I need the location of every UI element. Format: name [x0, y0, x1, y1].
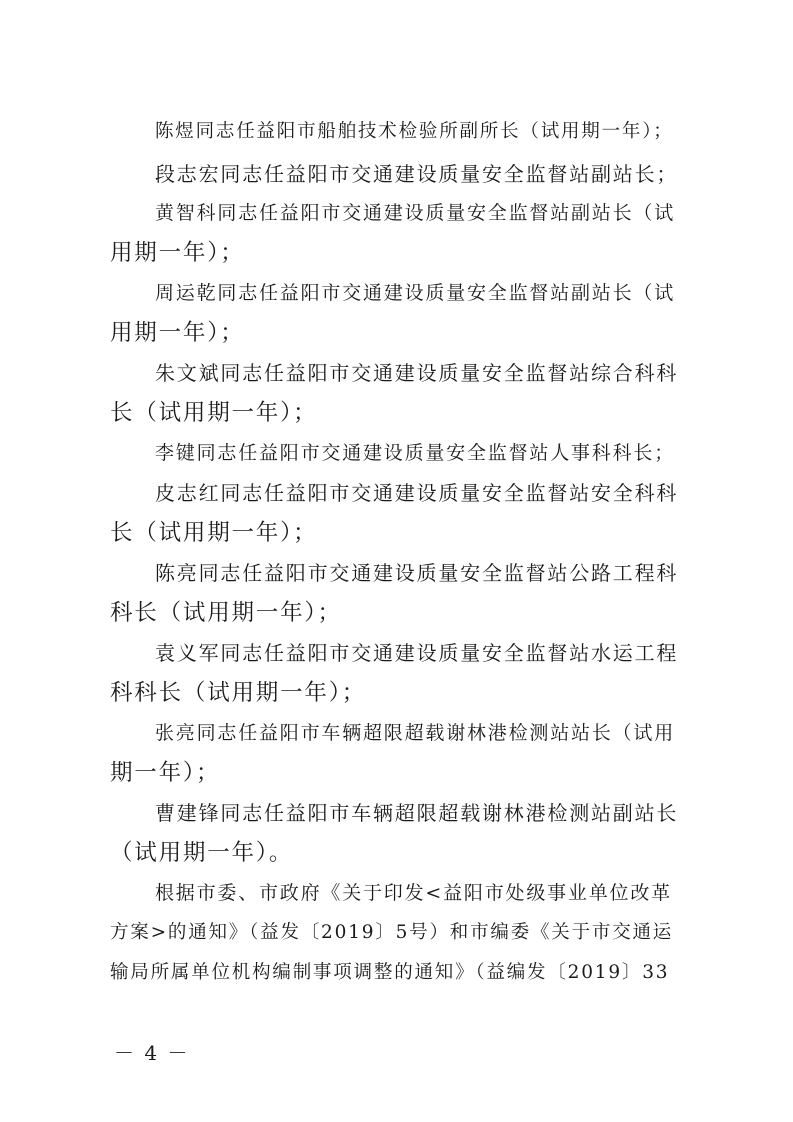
- paragraph-line: 皮志红同志任益阳市交通建设质量安全监督站安全科科: [155, 481, 679, 505]
- paragraph-line: 朱文斌同志任益阳市交通建设质量安全监督站综合科科: [155, 361, 679, 385]
- page-number: － 4 －: [114, 1041, 190, 1065]
- paragraph-line: （试用期一年）。: [110, 840, 294, 866]
- paragraph-line: 张亮同志任益阳市车辆超限超载谢林港检测站站长（试用: [155, 722, 676, 744]
- paragraph-line: 陈煜同志任益阳市船舶技术检验所副所长（试用期一年）；: [155, 121, 674, 142]
- paragraph-line: 用期一年）；: [110, 320, 245, 346]
- paragraph-line: 用期一年）；: [110, 240, 245, 266]
- paragraph-line: 周运乾同志任益阳市交通建设质量安全监督站副站长（试: [155, 282, 676, 304]
- paragraph-line: 方案>的通知》（益发〔2019〕5号）和市编委《关于市交通运: [110, 922, 674, 943]
- paragraph-line: 曹建锋同志任益阳市车辆超限超载谢林港检测站副站长: [155, 801, 679, 825]
- paragraph-line: 长（试用期一年）；: [110, 400, 318, 426]
- paragraph-line: 黄智科同志任益阳市交通建设质量安全监督站副站长（试: [155, 202, 676, 224]
- paragraph-line: 陈亮同志任益阳市交通建设质量安全监督站公路工程科: [155, 561, 679, 585]
- paragraph-line: 科科长（试用期一年）；: [110, 680, 367, 706]
- paragraph-line: 科长（试用期一年）；: [110, 600, 342, 626]
- paragraph-line: 袁义军同志任益阳市交通建设质量安全监督站水运工程: [155, 641, 679, 665]
- paragraph-line: 期一年）；: [110, 760, 221, 786]
- paragraph-line: 根据市委、市政府《关于印发<益阳市处级事业单位改革: [155, 882, 672, 904]
- paragraph-line: 输局所属单位机构编制事项调整的通知》（益编发〔2019〕33: [110, 962, 670, 983]
- paragraph-line: 李键同志任益阳市交通建设质量安全监督站人事科科长；: [155, 442, 676, 464]
- paragraph-line: 段志宏同志任益阳市交通建设质量安全监督站副站长；: [155, 162, 679, 186]
- paragraph-line: 长（试用期一年）；: [110, 520, 318, 546]
